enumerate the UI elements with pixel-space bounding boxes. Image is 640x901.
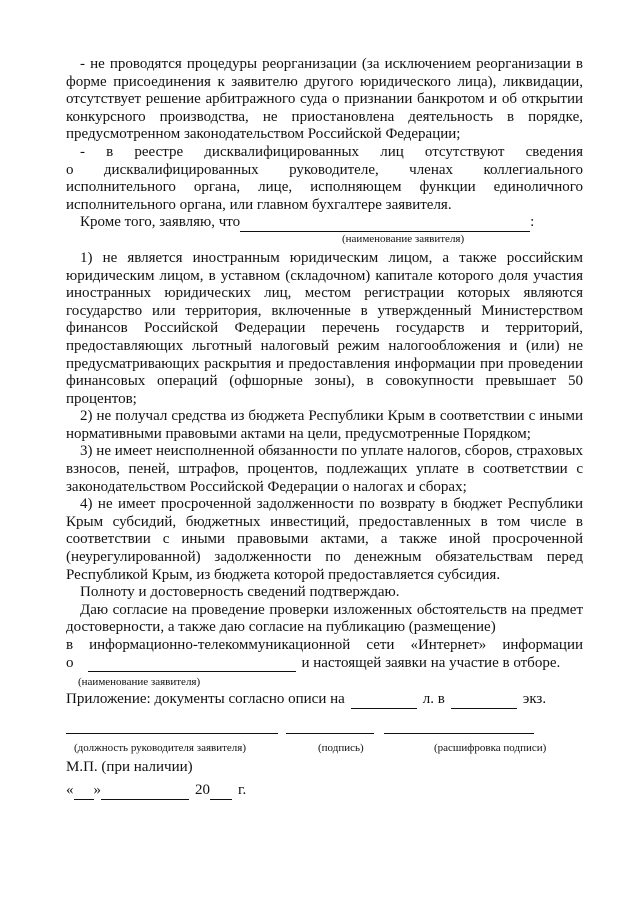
confirm-statement: Полноту и достоверность сведений подтверждаю. <box>80 584 400 601</box>
date-suffix: г. <box>238 782 247 799</box>
attachment-copies-unit: экз. <box>522 691 547 708</box>
consent-o: о <box>66 654 74 671</box>
paragraph-no-reorganization: - не проводятся процедуры реорганизации (за исключением реорганизации в форме присоединения к заявителю другого юридического лица), ликвидации, отсутствует решение арбитражного суда о признании банкротом и об открытии конкурсного производства, не приостановлена деятельность в порядке, предусмотренном законодательством Российской Федерации; <box>66 56 583 143</box>
attachment-pages-unit: л. в <box>422 691 445 708</box>
consent-line-internet: в информационно-телекоммуникационной сети «Интернет» информации <box>66 637 583 653</box>
applicant-name-field[interactable] <box>240 217 530 232</box>
consent-applicant-field[interactable] <box>88 657 296 672</box>
date-month-field[interactable] <box>101 785 189 800</box>
item-3-no-tax-debt: 3) не имеет неисполненной обязанности по уплате налогов, сборов, страховых взносов, пеней, штрафов, процентов, подлежащих уплате в соответствии с законодательством Российской Федерации о налогах и сборах; <box>66 443 583 495</box>
attachment-copies-field[interactable] <box>451 694 517 709</box>
date-day-field[interactable] <box>74 785 94 800</box>
registry-line-3: исполнительного органа, лице, исполняющем функции единоличного <box>66 179 583 196</box>
attachment-line <box>66 691 583 709</box>
paragraph-disqualified-registry <box>66 144 583 214</box>
signature-sign-field[interactable] <box>286 717 374 734</box>
date-year-prefix: 20 <box>195 782 210 799</box>
consent-line-applicant <box>66 655 583 673</box>
registry-line-1: - в реестре дисквалифицированных лиц отсутствуют сведения <box>80 143 583 160</box>
item-1-not-foreign: 1) не является иностранным юридическим лицом, а также российским юридическим лицом, в уставном (складочном) капитале которого доля участия иностранных юридических лиц, местом регистрации которых являются государство или территория, включенные в утвержденный Министерством финансов Российской Федерации перечень государств и территорий, предоставляющих льготный налоговый режим налогообложения и (или) не предусматривающих раскрытия и предоставления информации при проведении финансовых операций (офшорные зоны), в совокупности превышает 50 процентов; <box>66 249 583 407</box>
attachment-label: Приложение: документы согласно описи на <box>66 691 345 708</box>
seal-text: М.П. (при наличии) <box>66 758 193 775</box>
signature-decoding-field[interactable] <box>384 717 534 734</box>
applicant-name-caption: (наименование заявителя) <box>342 232 465 245</box>
attachment-pages-field[interactable] <box>351 694 417 709</box>
signature-captions <box>66 742 583 755</box>
item-2-no-budget-funds: 2) не получал средства из бюджета Республики Крым в соответствии с иными нормативными правовыми актами на цели, предусмотренные Порядком; <box>66 408 583 442</box>
document-page <box>66 56 583 800</box>
signature-row <box>66 717 583 734</box>
date-year-field[interactable] <box>210 785 232 800</box>
caption-signature: (подпись) <box>318 741 364 754</box>
also-declare-text: Кроме того, заявляю, что <box>80 214 241 231</box>
also-declare-line <box>66 214 583 232</box>
consent-statement: Даю согласие на проведение проверки изложенных обстоятельств на предмет достоверности, а также даю согласие на публикацию (размещение) <box>66 601 583 636</box>
date-close-quote: » <box>93 782 101 799</box>
registry-line-2: о дисквалифицированных руководителе, членах коллегиального <box>66 161 583 178</box>
registry-line-4: исполнительного органа, или главном бухгалтере заявителя. <box>66 196 452 213</box>
consent-end-text: и настоящей заявки на участие в отборе. <box>301 654 561 671</box>
item-4-no-overdue-debt: 4) не имеет просроченной задолженности по возврату в бюджет Республики Крым субсидий, бюджетных инвестиций, предоставленных в том числе в соответствии с иными правовыми актами, а также иной просроченной (неурегулированной) задолженности по денежным обязательствам перед Республикой Крым, из бюджета которой предоставляется субсидия. <box>66 496 583 583</box>
date-line <box>66 782 583 800</box>
caption-decoding: (расшифровка подписи) <box>434 741 547 754</box>
signature-position-field[interactable] <box>66 717 278 734</box>
also-declare-colon: : <box>530 214 535 231</box>
date-open-quote: « <box>66 782 74 799</box>
consent-applicant-caption: (наименование заявителя) <box>78 676 201 689</box>
caption-position: (должность руководителя заявителя) <box>74 741 247 754</box>
seal-line <box>66 759 583 777</box>
